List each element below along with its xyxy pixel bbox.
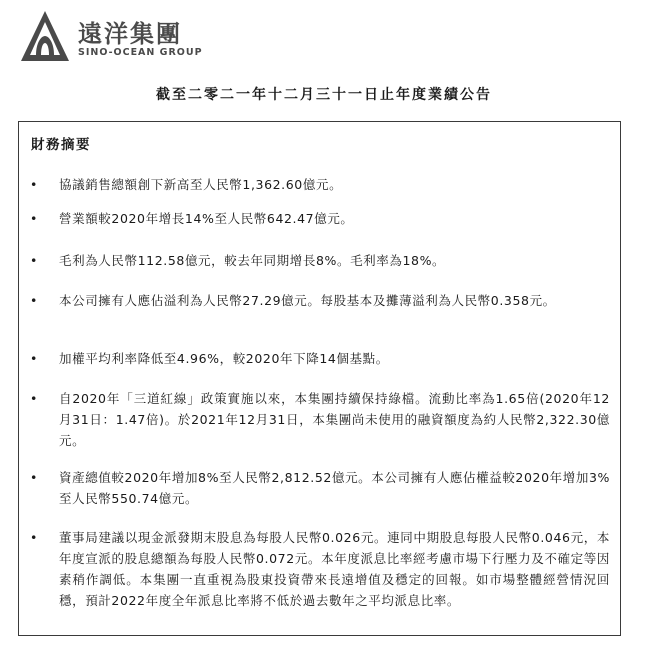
bullet-marker: •: [30, 470, 38, 485]
announcement-title: 截至二零二一年十二月三十一日止年度業績公告: [156, 87, 492, 103]
financial-summary-heading: 財務摘要: [31, 137, 91, 153]
summary-item-three-red-lines: 自2020年「三道紅線」政策實施以來，本集團持續保持綠檔。流動比率為1.65倍(2020年12月31日：1.47倍)。於2021年12月31日，本集團尚未使用的融資額度為約人民幣2,322.30億元。: [59, 391, 610, 448]
summary-item-gross-profit: 毛利為人民幣112.58億元，較去年同期增長8%。毛利率為18%。: [59, 253, 446, 268]
summary-item-revenue: 營業額較2020年增長14%至人民幣642.47億元。: [59, 211, 354, 226]
bullet-marker: •: [30, 391, 38, 406]
financial-summary-box: [18, 121, 621, 636]
summary-item-dividend: 董事局建議以現金派發期末股息為每股人民幣0.026元。連同中期股息每股人民幣0.046元，本年度宣派的股息總額為每股人民幣0.072元。本年度派息比率經考慮市場下行壓力及不確定等因素稍作調低。本集團一直重視為股東投資帶來長遠增值及穩定的回報。如市場整體經營情況回穩，預計2022年度全年派息比率將不低於過去數年之平均派息比率。: [59, 530, 610, 608]
logo-english-name: SINO-OCEAN GROUP: [78, 47, 203, 58]
summary-item-contracted-sales: 協議銷售總額創下新高至人民幣1,362.60億元。: [59, 177, 343, 192]
summary-item-interest-rate: 加權平均利率降低至4.96%，較2020年下降14個基點。: [59, 351, 389, 366]
company-logo: [20, 10, 220, 62]
sino-ocean-logo-icon: [20, 10, 70, 62]
logo-chinese-name: 遠洋集團: [78, 20, 182, 48]
summary-item-total-assets: 資產總值較2020年增加8%至人民幣2,812.52億元。本公司擁有人應佔權益較2020年增加3%至人民幣550.74億元。: [59, 470, 610, 506]
bullet-marker: •: [30, 293, 38, 308]
bullet-marker: •: [30, 177, 38, 192]
bullet-marker: •: [30, 211, 38, 226]
bullet-marker: •: [30, 253, 38, 268]
bullet-marker: •: [30, 530, 38, 545]
summary-item-profit-attributable: 本公司擁有人應佔溢利為人民幣27.29億元。每股基本及攤薄溢利為人民幣0.358元。: [59, 293, 556, 308]
bullet-marker: •: [30, 351, 38, 366]
